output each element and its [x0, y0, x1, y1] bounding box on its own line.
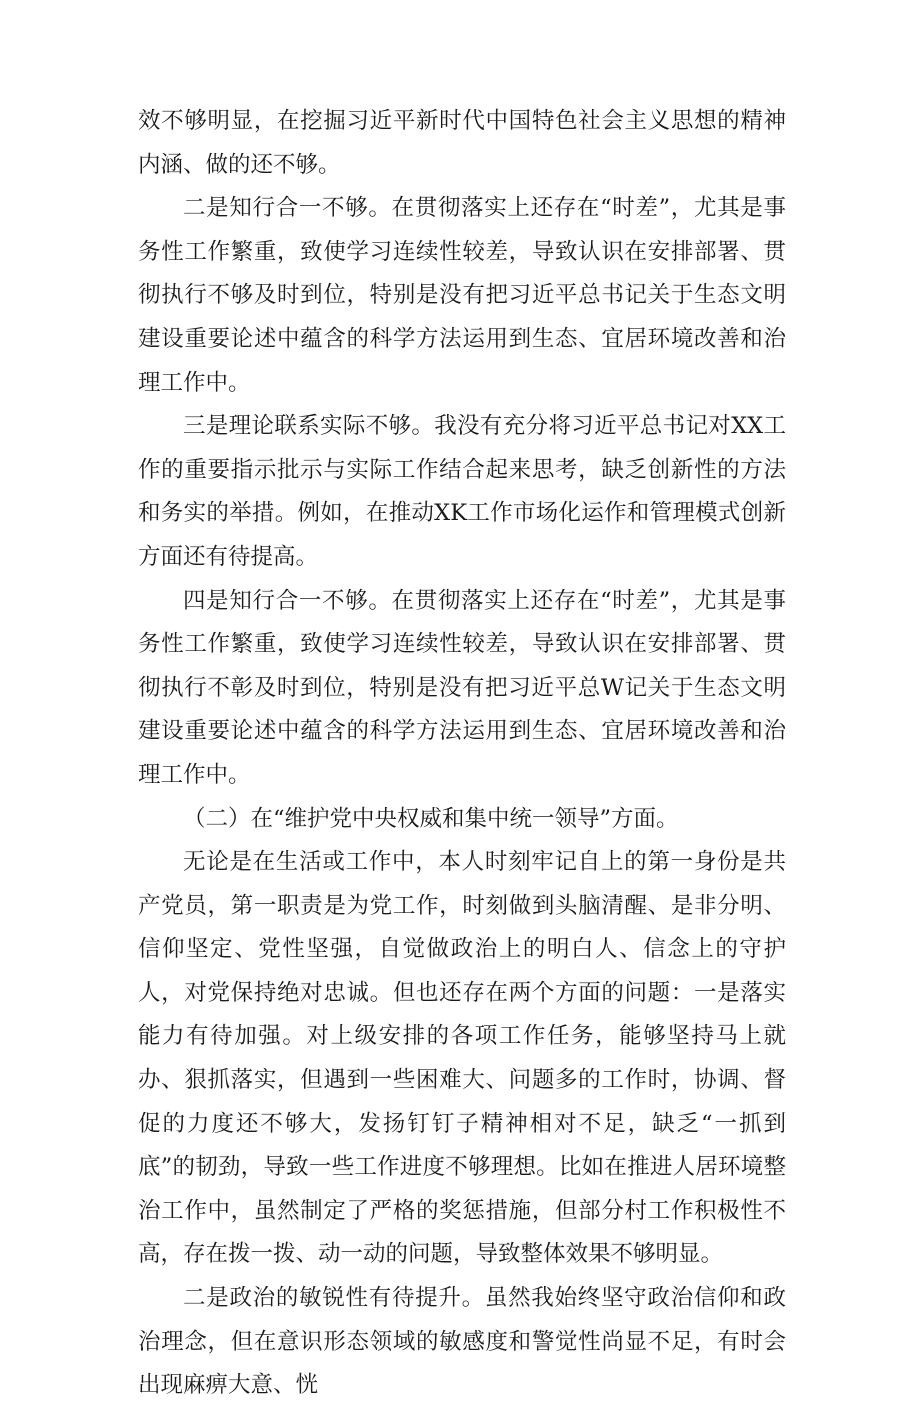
paragraph-zhixing-heyi-1: 二是知行合一不够。在贯彻落实上还存在“时差”，尤其是事务性工作繁重，致使学习连续性较差，导致认识在安排部署、贯彻执行不够及时到位，特别是没有把习近平总书记关于生态文明建设重要论述中蕴含的科学方法运用到生态、宜居环境改善和治理工作中。 [138, 195, 786, 396]
paragraph-zhixing-heyi-2: 四是知行合一不够。在贯彻落实上还存在“时差”，尤其是事务性工作繁重，致使学习连续性较差，导致认识在安排部署、贯彻执行不彰及时到位，特别是没有把习近平总W记关于生态文明建设重要论述中蕴含的科学方法运用到生态、宜居环境改善和治理工作中。 [138, 587, 786, 788]
paragraph-political-sensitivity: 二是政治的敏锐性有待提升。虽然我始终坚守政治信仰和政治理念，但在意识形态领域的敏感度和警觉性尚显不足，有时会出现麻痹大意、恍 [138, 1285, 786, 1399]
paragraph-loyalty: 无论是在生活或工作中，本人时刻牢记自上的第一身份是共产党员，第一职责是为党工作，时刻做到头脑清醒、是非分明、信仰坚定、党性坚强，自觉做政治上的明白人、信念上的守护人，对党保持绝对忠诚。但也还存在两个方面的问题：一是落实能力有待加强。对上级安排的各项工作任务，能够坚持马上就办、狠抓落实，但遇到一些困难大、问题多的工作时，协调、督促的力度还不够大，发扬钉钉子精神相对不足，缺乏“一抓到底”的韧劲，导致一些工作进度不够理想。比如在推进人居环境整治工作中，虽然制定了严格的奖惩措施，但部分村工作积极性不高，存在拨一拨、动一动的问题，导致整体效果不够明显。 [138, 849, 786, 1268]
paragraph-continuation: 效不够明显，在挖掘习近平新时代中国特色社会主义思想的精神内涵、做的还不够。 [138, 108, 786, 178]
paragraph-lilun-lianxi-shiji: 三是理论联系实际不够。我没有充分将习近平总书记对XX工作的重要指示批示与实际工作结合起来思考，缺乏创新性的方法和务实的举措。例如，在推动XK工作市场化运作和管理模式创新方面还有待提高。 [138, 413, 786, 570]
section-heading-2: （二）在“维护党中央权威和集中统一领导”方面。 [183, 805, 679, 832]
document-body [138, 100, 786, 1408]
